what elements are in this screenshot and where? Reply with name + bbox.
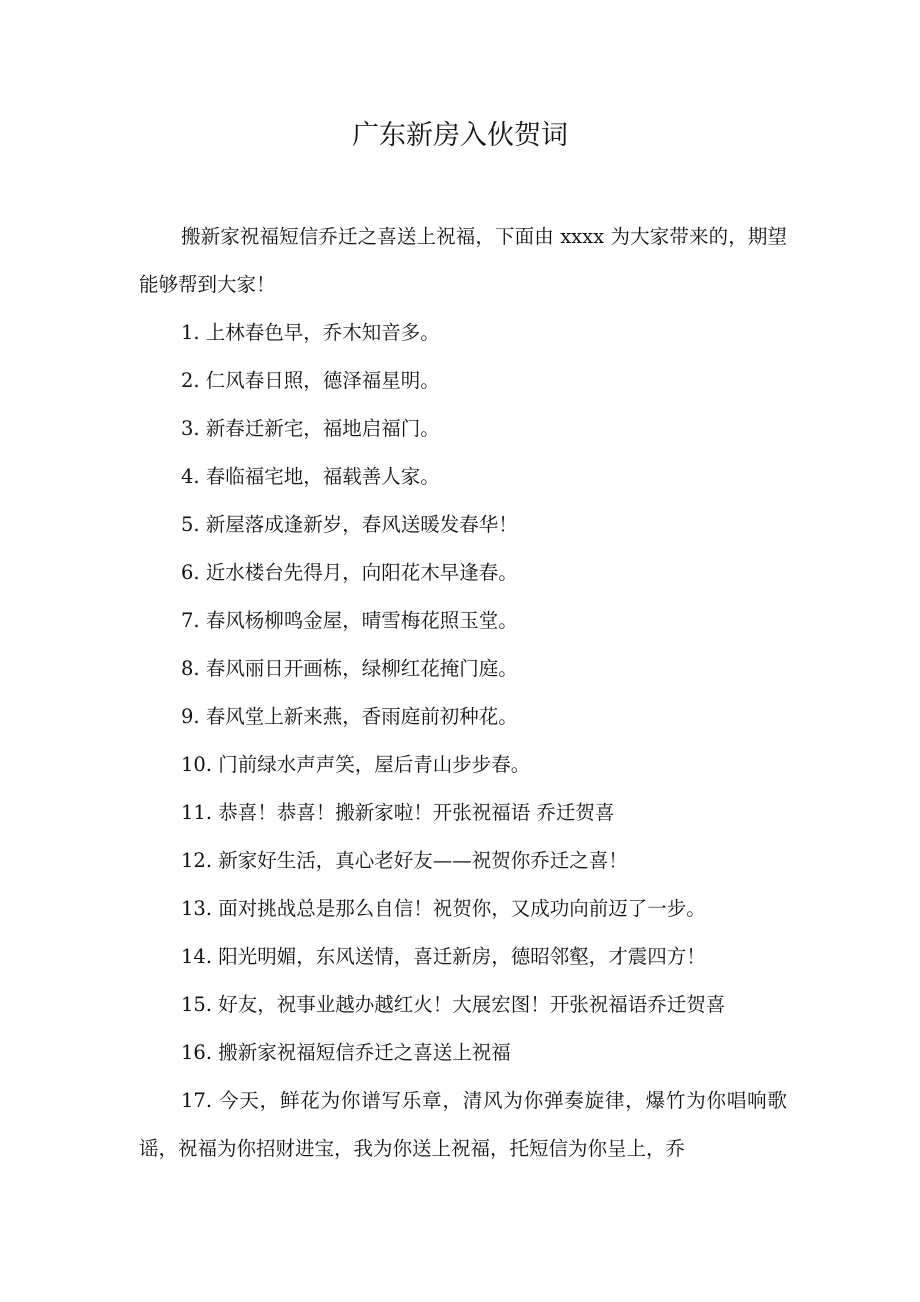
list-item: 11. 恭喜！恭喜！搬新家啦！开张祝福语 乔迁贺喜 [181,801,615,824]
list-item: 7. 春风杨柳鸣金屋，晴雪梅花照玉堂。 [181,609,518,632]
list-item: 5. 新屋落成逢新岁，春风送暖发春华！ [181,513,518,536]
list-item: 10. 门前绿水声声笑，屋后青山步步春。 [181,753,531,776]
list-item: 6. 近水楼台先得月，向阳花木早逢春。 [181,561,518,584]
list-item: 8. 春风丽日开画栋，绿柳红花掩门庭。 [181,657,518,680]
list-item: 3. 新春迁新宅，福地启福门。 [181,417,440,440]
list-item: 17. 今天，鲜花为你谱写乐章，清风为你弹奏旋律，爆竹为你唱响歌谣，祝福为你招财进宝，我为你送上祝福，托短信为你呈上，乔 [139,1089,787,1160]
intro-paragraph: 搬新家祝福短信乔迁之喜送上祝福，下面由 xxxx 为大家带来的，期望能够帮到大家！ [139,225,787,296]
document-body [139,213,787,1173]
list-item: 4. 春临福宅地，福载善人家。 [181,465,440,488]
list-item: 16. 搬新家祝福短信乔迁之喜送上祝福 [181,1041,511,1064]
list-item: 13. 面对挑战总是那么自信！祝贺你，又成功向前迈了一步。 [181,897,706,920]
list-item: 14. 阳光明媚，东风送情，喜迁新房，德昭邻壑，才震四方！ [181,945,706,968]
document-title: 广东新房入伙贺词 [352,120,568,151]
list-item: 15. 好友，祝事业越办越红火！大展宏图！开张祝福语乔迁贺喜 [181,993,726,1016]
list-item: 2. 仁风春日照，德泽福星明。 [181,369,440,392]
list-item: 12. 新家好生活，真心老好友——祝贺你乔迁之喜！ [181,849,628,872]
list-item: 1. 上林春色早，乔木知音多。 [181,321,440,344]
list-item: 9. 春风堂上新来燕，香雨庭前初种花。 [181,705,518,728]
